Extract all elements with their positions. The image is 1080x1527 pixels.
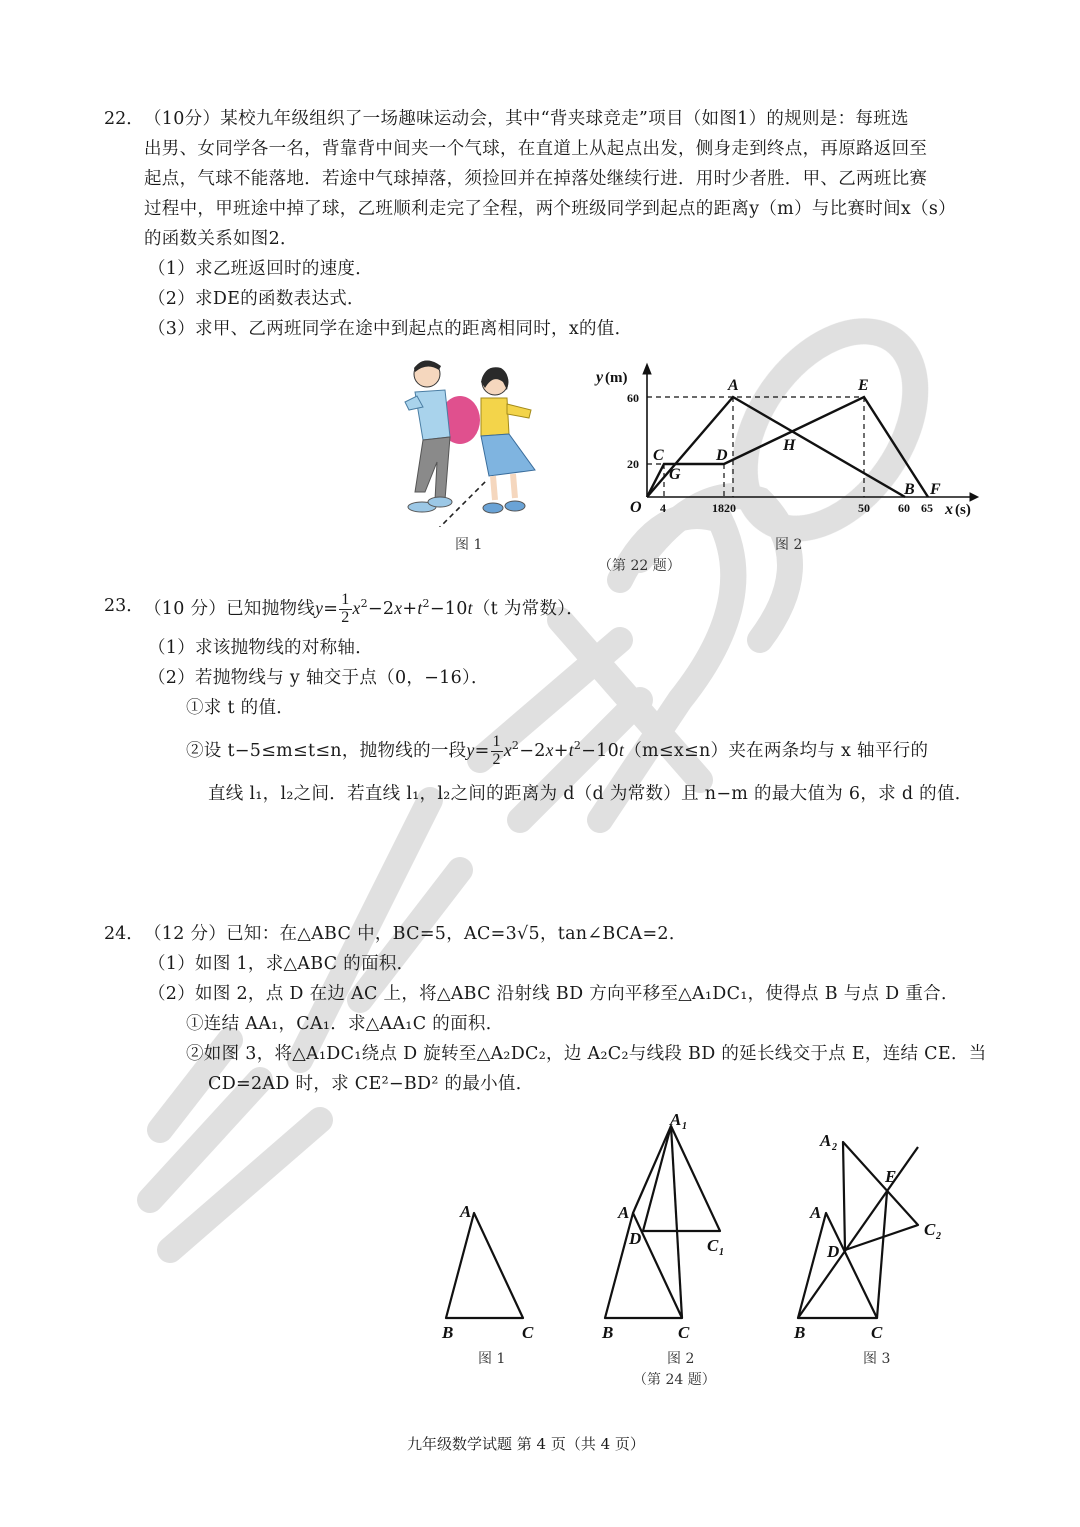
svg-text:1: 1 — [682, 1121, 687, 1132]
q24-fig3-caption: 图 3 — [863, 1351, 891, 1367]
q23-sub-2: （2）若抛物线与 y 轴交于点（0，−16）． — [148, 668, 489, 688]
svg-text:50: 50 — [858, 501, 870, 515]
svg-text:B: B — [904, 481, 915, 498]
svg-text:x: x — [945, 501, 953, 518]
svg-text:y: y — [596, 369, 604, 386]
svg-text:60: 60 — [898, 501, 910, 515]
svg-text:D: D — [827, 1242, 840, 1261]
q23-sub-2-2-suffix: （m≤x≤n）夹在两条均与 x 轴平行的 — [624, 740, 929, 761]
svg-text:(s): (s) — [955, 502, 971, 518]
svg-text:F: F — [930, 481, 941, 498]
svg-text:2: 2 — [832, 1142, 837, 1153]
q23-sub-2-2-formula: y= $\frac{1}{2}$ $x^2-2x+t^2-10t$ — [466, 733, 625, 768]
svg-text:65: 65 — [921, 501, 933, 515]
svg-text:A: A — [728, 377, 739, 394]
q22-text-line-4: 过程中，甲班途中掉了球，乙班顺利走完了全程，两个班级同学到起点的距离y（m）与比赛时间x（s） — [144, 199, 956, 219]
q23-intro-suffix: （t 为常数）． — [472, 598, 585, 619]
svg-text:A: A — [820, 1131, 832, 1150]
svg-text:B: B — [794, 1323, 806, 1342]
q22-group-caption: （第 22 题） — [598, 558, 681, 574]
svg-text:A: A — [670, 1110, 682, 1129]
q22-sub-1: （1）求乙班返回时的速度． — [148, 259, 374, 279]
svg-text:G: G — [669, 466, 681, 483]
q22-fig2-caption: 图 2 — [775, 537, 803, 553]
q23-sub-2-2-prefix: ②设 t−5≤m≤t≤n，抛物线的一段 — [186, 740, 467, 761]
q22-fig1-caption: 图 1 — [455, 537, 483, 553]
svg-text:D: D — [629, 1229, 642, 1248]
q23-sub-2-2-line-2: 直线 l₁，l₂之间．若直线 l₁，l₂之间的距离为 d（d 为常数）且 n−m 的最大值为 6，求 d 的值． — [208, 784, 973, 804]
svg-text:B: B — [602, 1323, 614, 1342]
svg-text:C: C — [653, 447, 664, 464]
svg-text:H: H — [783, 437, 796, 454]
q23-formula: y= $\frac{1}{2}$ $x^2-2x+t^2-10t$ — [315, 591, 473, 626]
q22-text-line-2: 出男、女同学各一名，背靠背中间夹一个气球，在直道上从起点出发，侧身走到终点，再原路返回至 — [144, 139, 928, 159]
q23-intro — [144, 592, 584, 627]
svg-text:4: 4 — [660, 501, 666, 515]
q22-figure-2-graph — [590, 360, 990, 525]
svg-text:60: 60 — [627, 391, 639, 405]
svg-text:20: 20 — [627, 457, 639, 471]
svg-text:A: A — [618, 1203, 630, 1222]
q24-sub-2-2-line-2: CD=2AD 时，求 CE²−BD² 的最小值． — [208, 1074, 534, 1094]
q24-sub-2-1: ①连结 AA₁，CA₁．求△AA₁C 的面积． — [186, 1014, 504, 1034]
svg-text:C: C — [678, 1323, 690, 1342]
q22-sub-2: （2）求DE的函数表达式． — [148, 289, 365, 309]
q22-text-line-1: （10分）某校九年级组织了一场趣味运动会，其中“背夹球竞走”项目（如图1）的规则是：每班选 — [144, 109, 909, 129]
svg-text:2: 2 — [936, 1231, 941, 1242]
q22-sub-3: （3）求甲、乙两班同学在途中到起点的距离相同时，x的值． — [148, 319, 633, 339]
svg-text:1: 1 — [719, 1247, 724, 1258]
svg-text:E: E — [885, 1167, 897, 1186]
q24-fig2-caption: 图 2 — [667, 1351, 695, 1367]
q24-intro: （12 分）已知：在△ABC 中，BC=5，AC=3√5，tan∠BCA=2． — [144, 924, 687, 944]
q24-figures — [430, 1100, 990, 1360]
svg-text:1820: 1820 — [712, 501, 736, 515]
q24-sub-2-2-line-1: ②如图 3，将△A₁DC₁绕点 D 旋转至△A₂DC₂，边 A₂C₂与线段 BD 的延长线交于点 E，连结 CE．当 — [186, 1044, 987, 1064]
svg-text:B: B — [442, 1323, 454, 1342]
question-24-number: 24． — [104, 924, 144, 944]
q22-text-line-5: 的函数关系如图2． — [144, 229, 298, 249]
q22-text-line-3: 起点，气球不能落地．若途中气球掉落，须捡回并在掉落处继续行进．用时少者胜．甲、乙两班比赛 — [144, 169, 928, 189]
svg-text:C: C — [924, 1220, 936, 1239]
q23-intro-prefix: （10 分）已知抛物线 — [144, 598, 316, 619]
page-footer: 九年级数学试题 第 4 页（共 4 页） — [407, 1435, 645, 1453]
q23-sub-2-1: ①求 t 的值． — [186, 698, 295, 718]
q24-fig1-caption: 图 1 — [478, 1351, 506, 1367]
q22-figure-1-illustration — [395, 352, 545, 527]
question-23-number: 23． — [104, 596, 144, 616]
q24-sub-2: （2）如图 2，点 D 在边 AC 上，将△ABC 沿射线 BD 方向平移至△A₁DC₁，使得点 B 与点 D 重合． — [148, 984, 959, 1004]
svg-text:A: A — [810, 1203, 822, 1222]
svg-text:C: C — [707, 1236, 719, 1255]
svg-text:E: E — [858, 377, 869, 394]
q24-group-caption: （第 24 题） — [633, 1372, 716, 1388]
q23-sub-1: （1）求该抛物线的对称轴． — [148, 638, 374, 658]
svg-text:D: D — [716, 447, 728, 464]
svg-text:O: O — [630, 499, 642, 516]
question-22-number: 22． — [104, 109, 144, 129]
svg-text:A: A — [460, 1202, 472, 1221]
q24-sub-1: （1）如图 1，求△ABC 的面积． — [148, 954, 415, 974]
svg-text:C: C — [871, 1323, 883, 1342]
svg-text:C: C — [522, 1323, 534, 1342]
svg-text:(m): (m) — [605, 370, 628, 386]
q23-sub-2-2 — [186, 734, 928, 769]
